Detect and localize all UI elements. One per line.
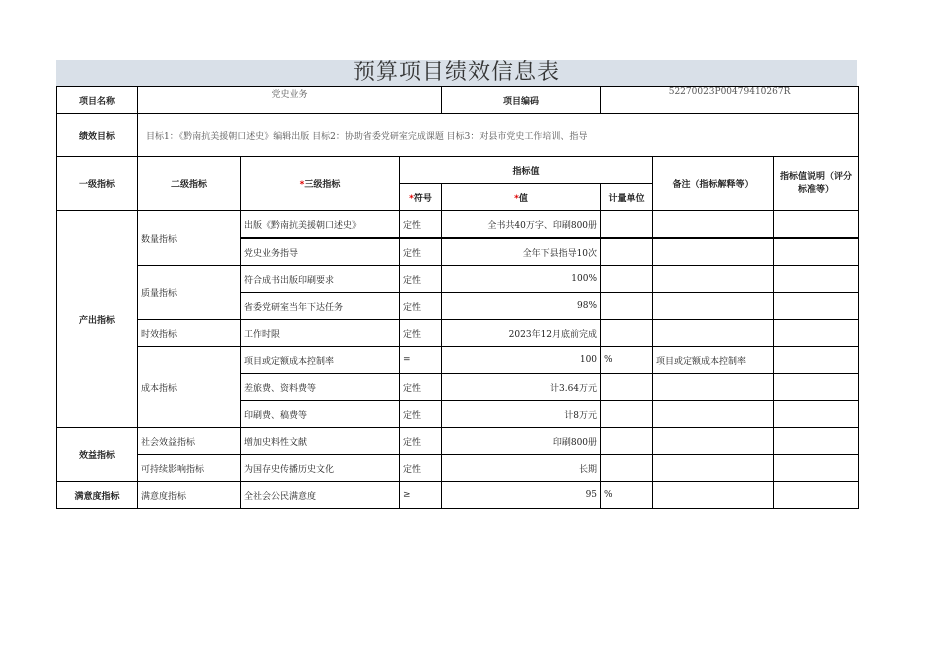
indicator-name: 符合成书出版印刷要求 xyxy=(241,266,400,293)
indicator-unit xyxy=(601,211,653,239)
indicator-name: 全社会公民满意度 xyxy=(241,482,400,509)
indicator-remark xyxy=(653,238,774,266)
indicator-unit xyxy=(601,374,653,401)
value-header-label: 值 xyxy=(518,193,528,204)
table-row xyxy=(57,455,859,482)
project-name-value: 党史业务 xyxy=(138,87,442,114)
indicator-explain xyxy=(774,428,859,455)
indicator-name: 党史业务指导 xyxy=(241,238,400,266)
indicator-unit xyxy=(601,428,653,455)
indicator-value: 2023年12月底前完成 xyxy=(442,320,601,347)
indicator-explain xyxy=(774,374,859,401)
indicator-symbol: 定性 xyxy=(400,374,442,401)
indicator-name: 增加史料性文献 xyxy=(241,428,400,455)
project-name-label: 项目名称 xyxy=(57,87,138,114)
indicator-unit xyxy=(601,293,653,320)
project-code-value: 52270023P00479410267R xyxy=(601,87,859,114)
group-benefit: 效益指标 xyxy=(57,428,138,482)
indicator-value: 100% xyxy=(442,266,601,293)
indicator-remark xyxy=(653,401,774,428)
indicator-explain xyxy=(774,238,859,266)
indicator-unit: % xyxy=(601,482,653,509)
indicator-name: 项目或定额成本控制率 xyxy=(241,347,400,374)
level1-header: 一级指标 xyxy=(57,157,138,211)
indicator-value: 95 xyxy=(442,482,601,509)
indicator-name: 差旅费、资料费等 xyxy=(241,374,400,401)
indicator-name: 印刷费、稿费等 xyxy=(241,401,400,428)
indicator-value: 全年下县指导10次 xyxy=(442,238,601,266)
indicator-unit xyxy=(601,266,653,293)
subgroup-sustain: 可持续影响指标 xyxy=(138,455,241,482)
indicator-symbol: 定性 xyxy=(400,455,442,482)
indicator-explain xyxy=(774,320,859,347)
subgroup-quantity: 数量指标 xyxy=(138,211,241,266)
indicator-remark xyxy=(653,320,774,347)
indicator-explain xyxy=(774,482,859,509)
indicator-unit xyxy=(601,401,653,428)
indicator-remark xyxy=(653,266,774,293)
indicator-remark xyxy=(653,293,774,320)
indicator-symbol: 定性 xyxy=(400,266,442,293)
goal-row xyxy=(57,114,859,157)
indicator-remark xyxy=(653,211,774,239)
indicator-explain xyxy=(774,455,859,482)
indicator-remark: 项目或定额成本控制率 xyxy=(653,347,774,374)
page-title: 预算项目绩效信息表 xyxy=(352,60,560,85)
required-star: * xyxy=(299,180,305,190)
indicator-remark xyxy=(653,455,774,482)
indicator-value: 100 xyxy=(442,347,601,374)
indicator-symbol: 定性 xyxy=(400,428,442,455)
goal-label: 绩效目标 xyxy=(57,114,138,157)
header-row-1 xyxy=(57,157,859,184)
indicator-name: 工作时限 xyxy=(241,320,400,347)
required-star: * xyxy=(514,193,519,204)
goal-value: 目标1：《黔南抗美援朝口述史》编辑出版 目标2：协助省委党研室完成课题 目标3：对县市党史工作培训、指导 xyxy=(138,114,859,157)
group-satisfaction: 满意度指标 xyxy=(57,482,138,509)
indicator-symbol: = xyxy=(400,347,442,374)
indicator-symbol: 定性 xyxy=(400,238,442,266)
symbol-header-label: 符号 xyxy=(413,193,432,204)
subgroup-satisfy: 满意度指标 xyxy=(138,482,241,509)
remark-header: 备注（指标解释等） xyxy=(653,157,774,211)
indicator-symbol: 定性 xyxy=(400,211,442,239)
value-header xyxy=(442,184,601,211)
group-output: 产出指标 xyxy=(57,211,138,428)
project-code-label: 项目编码 xyxy=(442,87,601,114)
indicator-explain xyxy=(774,293,859,320)
indicator-value: 长期 xyxy=(442,455,601,482)
indicator-name: 省委党研室当年下达任务 xyxy=(241,293,400,320)
indicator-value: 98% xyxy=(442,293,601,320)
table-row xyxy=(57,266,859,293)
indicator-symbol: 定性 xyxy=(400,293,442,320)
performance-table xyxy=(56,86,859,509)
indicator-symbol: 定性 xyxy=(400,401,442,428)
indicator-explain xyxy=(774,347,859,374)
level3-header xyxy=(241,157,400,211)
level2-header: 二级指标 xyxy=(138,157,241,211)
required-star: * xyxy=(409,193,414,204)
subgroup-timeliness: 时效指标 xyxy=(138,320,241,347)
unit-header: 计量单位 xyxy=(601,184,653,211)
indicator-remark xyxy=(653,482,774,509)
table-row xyxy=(57,320,859,347)
subgroup-quality: 质量指标 xyxy=(138,266,241,320)
table-row xyxy=(57,482,859,509)
indicator-unit: % xyxy=(601,347,653,374)
indicator-name: 为国存史传播历史文化 xyxy=(241,455,400,482)
indicator-explain xyxy=(774,401,859,428)
indicator-explain xyxy=(774,211,859,239)
indicator-value: 计8万元 xyxy=(442,401,601,428)
subgroup-cost: 成本指标 xyxy=(138,347,241,428)
info-row-name xyxy=(57,87,859,114)
explain-header: 指标值说明（评分标准等） xyxy=(774,157,859,211)
table-row xyxy=(57,347,859,374)
symbol-header xyxy=(400,184,442,211)
table-row xyxy=(57,428,859,455)
indicator-remark xyxy=(653,428,774,455)
indicator-unit xyxy=(601,320,653,347)
indicator-value: 计3.64万元 xyxy=(442,374,601,401)
indicator-symbol: ≥ xyxy=(400,482,442,509)
indicator-unit xyxy=(601,455,653,482)
indicator-remark xyxy=(653,374,774,401)
indicator-value: 全书共40万字、印刷800册 xyxy=(442,211,601,239)
level3-header-label: 三级指标 xyxy=(304,180,341,190)
indicator-explain xyxy=(774,266,859,293)
index-value-header: 指标值 xyxy=(400,157,653,184)
indicator-symbol: 定性 xyxy=(400,320,442,347)
indicator-name: 出版《黔南抗美援朝口述史》 xyxy=(241,211,400,239)
indicator-value: 印刷800册 xyxy=(442,428,601,455)
subgroup-social: 社会效益指标 xyxy=(138,428,241,455)
indicator-unit xyxy=(601,238,653,266)
table-row xyxy=(57,211,859,239)
